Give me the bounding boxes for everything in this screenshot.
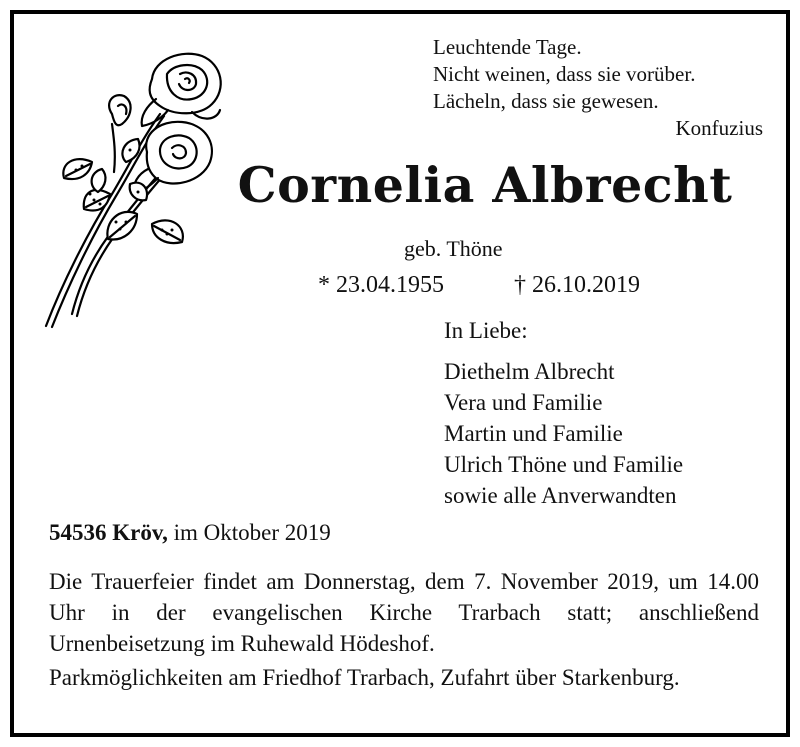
quote-line: Nicht weinen, dass sie vorüber. (433, 62, 696, 86)
birth-name: geb. Thöne (404, 236, 503, 261)
mourner-name: Ulrich Thöne und Familie (444, 452, 684, 477)
parking-info: Parkmöglichkeiten am Friedhof Trarbach, Zufahrt über Starkenburg. (49, 665, 680, 690)
mourner-name: Diethelm Albrecht (444, 359, 615, 384)
birth-date: * 23.04.1955 (318, 272, 444, 298)
notice-date: im Oktober 2019 (173, 520, 331, 545)
obituary-notice (10, 10, 790, 737)
mourner-name: Vera und Familie (444, 390, 603, 415)
place-date (49, 520, 331, 546)
quote-line: Leuchtende Tage. (433, 35, 582, 59)
death-date: † 26.10.2019 (514, 272, 640, 298)
mourners-list (444, 315, 683, 511)
ceremony-info: Die Trauerfeier findet am Donnerstag, dem 7. November 2019, um 14.00 Uhr in der evangelischen Kirche Trarbach statt; anschließend Urnenbeisetzung im Ruhewald Hödeshof. (49, 569, 759, 656)
mourner-name: sowie alle Anverwandten (444, 483, 677, 508)
quote-line: Lächeln, dass sie gewesen. (433, 89, 659, 113)
quote (433, 34, 763, 140)
place-location: 54536 Kröv, (49, 520, 168, 545)
quote-author: Konfuzius (675, 116, 763, 140)
mourner-name: Martin und Familie (444, 421, 623, 446)
deceased-name: Cornelia Albrecht (237, 156, 733, 214)
mourners-intro: In Liebe: (444, 318, 528, 343)
